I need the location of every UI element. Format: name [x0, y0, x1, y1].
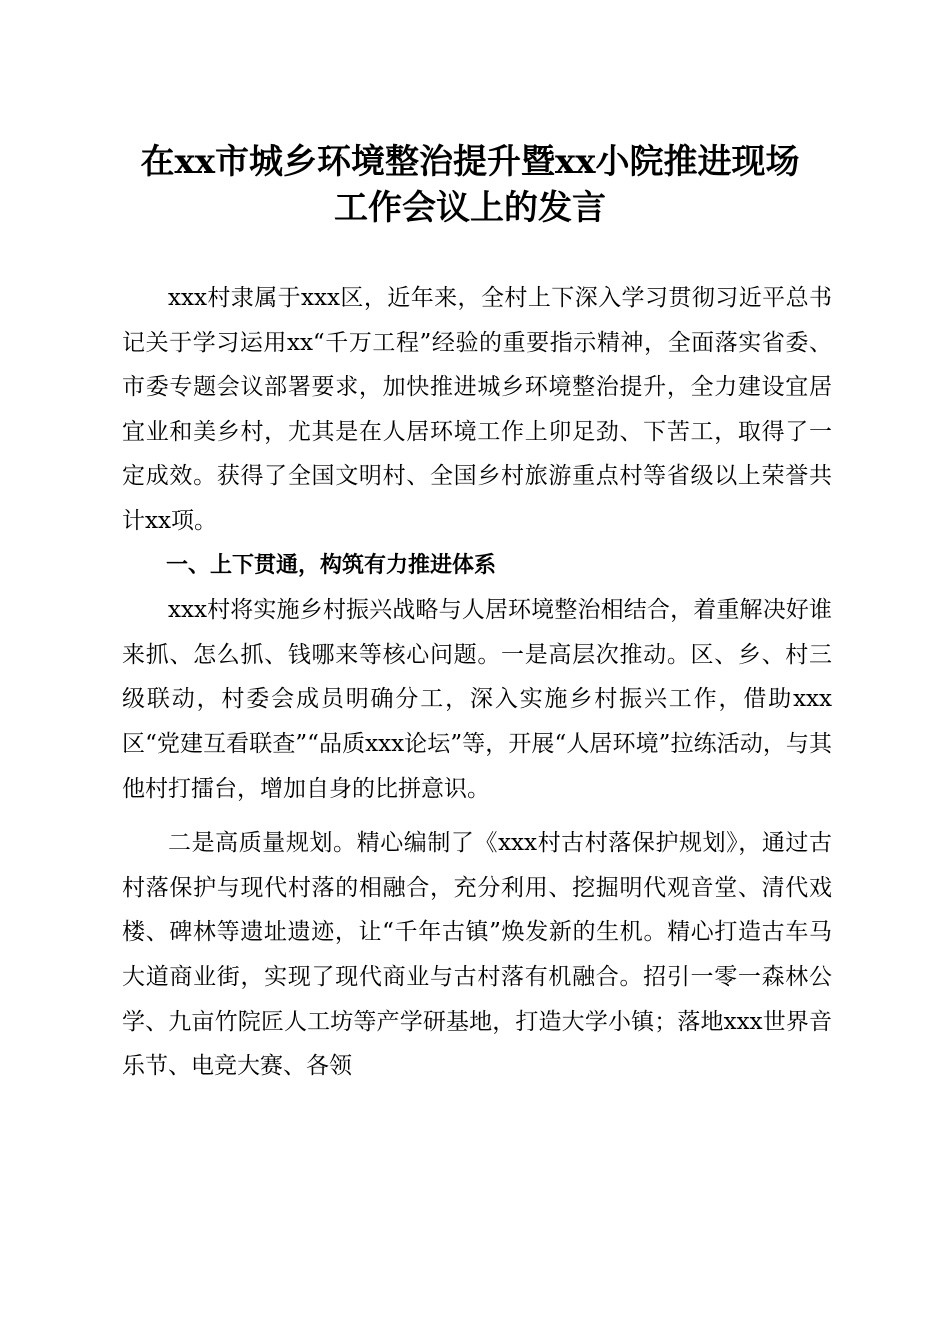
paragraph-section-1: xxx村将实施乡村振兴战略与人居环境整治相结合，着重解决好谁来抓、怎么抓、钱哪来等核心问题。一是高层次推动。区、乡、村三级联动，村委会成员明确分工，深入实施乡村振兴工作，借助xxx区“党建互看联查”“品质xxx论坛”等，开展“人居环境”拉练活动，与其他村打擂台，增加自身的比拼意识。	[122, 597, 832, 802]
document-title-line-2: 工作会议上的发言	[334, 188, 606, 228]
paragraph-intro: xxx村隶属于xxx区，近年来，全村上下深入学习贯彻习近平总书记关于学习运用xx“千万工程”经验的重要指示精神，全面落实省委、市委专题会议部署要求，加快推进城乡环境整治提升，全力建设宜居宜业和美乡村，尤其是在人居环境工作上卯足劲、下苦工，取得了一定成效。获得了全国文明村、全国乡村旅游重点村等省级以上荣誉共计xx项。	[122, 285, 832, 534]
document-body	[122, 276, 832, 1089]
document-title-line-1: 在xx市城乡环境整治提升暨xx小院推进现场	[140, 142, 800, 182]
paragraph-section-1-continued: 二是高质量规划。精心编制了《xxx村古村落保护规划》，通过古村落保护与现代村落的相融合，充分利用、挖掘明代观音堂、清代戏楼、碑林等遗址遗迹，让“千年古镇”焕发新的生机。精心打造古车马大道商业街，实现了现代商业与古村落有机融合。招引一零一森林公学、九亩竹院匠人工坊等产学研基地，打造大学小镇；落地xxx世界音乐节、电竞大赛、各领	[122, 830, 832, 1080]
section-heading-1: 一、上下贯通，构筑有力推进体系	[166, 552, 497, 578]
